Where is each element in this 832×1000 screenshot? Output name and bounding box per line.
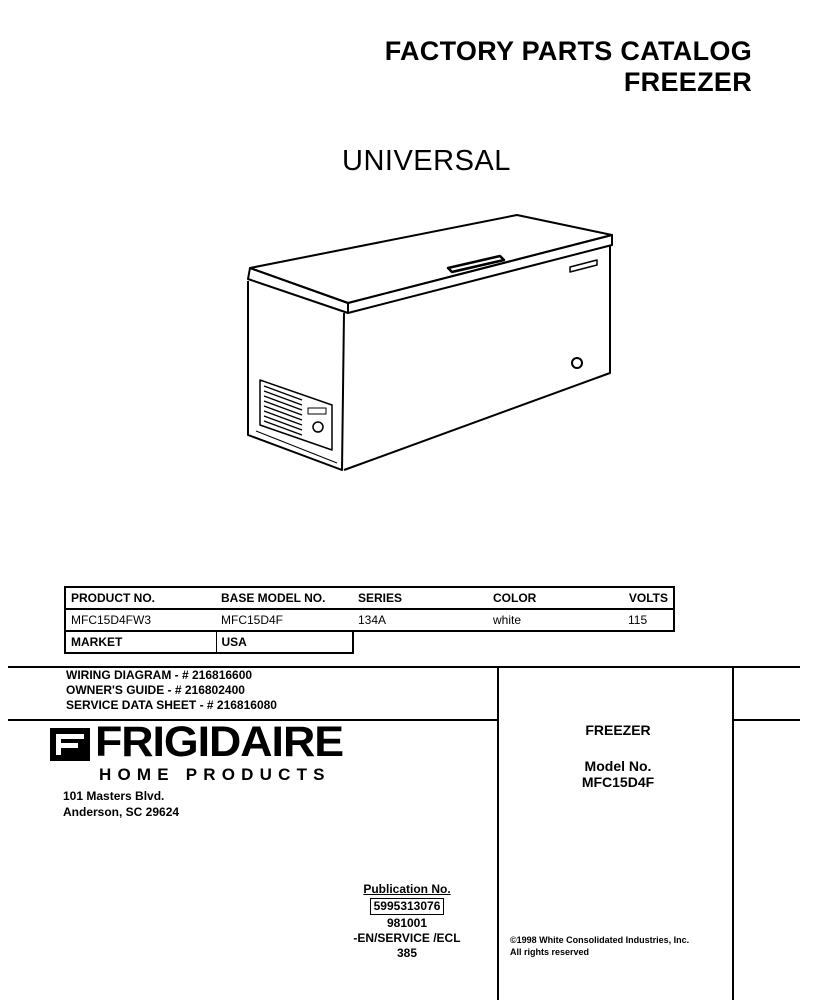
header-volts: VOLTS xyxy=(623,587,674,609)
brand-name: UNIVERSAL xyxy=(342,145,511,177)
panel-title: FREEZER xyxy=(585,722,651,738)
model-panel xyxy=(502,722,734,790)
product-table-value-row xyxy=(65,609,674,631)
copyright-line1: ©1998 White Consolidated Industries, Inc. xyxy=(510,935,690,945)
model-label: Model No. xyxy=(584,758,652,774)
market-label: MARKET xyxy=(65,631,216,653)
divider-vertical-right xyxy=(732,666,734,1000)
reference-numbers xyxy=(66,668,277,713)
service-data-sheet-ref: SERVICE DATA SHEET - # 216816080 xyxy=(66,698,277,712)
frigidaire-logo-mark-icon xyxy=(50,728,90,761)
publication-dept: -EN/SERVICE /ECL xyxy=(353,931,461,945)
frigidaire-logo-text: FRIGIDAIRE xyxy=(95,718,343,766)
header-color: COLOR xyxy=(488,587,623,609)
home-products-text: HOME PRODUCTS xyxy=(99,765,331,784)
address-line1: 101 Masters Blvd. xyxy=(63,789,165,803)
value-product-no: MFC15D4FW3 xyxy=(65,609,216,631)
publication-block xyxy=(342,882,472,961)
product-info-table xyxy=(64,586,675,654)
model-value: MFC15D4F xyxy=(581,774,655,790)
divider-vertical-left xyxy=(497,666,499,1000)
catalog-title-line2: FREEZER xyxy=(623,67,752,97)
value-volts: 115 xyxy=(623,609,674,631)
address-line2: Anderson, SC 29624 xyxy=(63,805,180,819)
value-series: 134A xyxy=(353,609,488,631)
market-value: USA xyxy=(216,631,353,653)
product-table-market-row xyxy=(65,631,674,653)
publication-number: 5995313076 xyxy=(370,898,445,915)
publication-date: 981001 xyxy=(386,916,428,930)
divider-middle-right xyxy=(733,719,800,721)
publication-label: Publication No. xyxy=(363,882,451,896)
header-base-model-no: BASE MODEL NO. xyxy=(216,587,353,609)
copyright-notice xyxy=(510,934,689,958)
value-color: white xyxy=(488,609,623,631)
chest-freezer-illustration xyxy=(232,205,632,480)
header-series: SERIES xyxy=(353,587,488,609)
wiring-diagram-ref: WIRING DIAGRAM - # 216816600 xyxy=(66,668,253,682)
copyright-line2: All rights reserved xyxy=(510,947,590,957)
company-address xyxy=(63,788,179,820)
publication-code: 385 xyxy=(396,946,418,960)
product-table-header-row xyxy=(65,587,674,609)
value-base-model-no: MFC15D4F xyxy=(216,609,353,631)
owners-guide-ref: OWNER'S GUIDE - # 216802400 xyxy=(66,683,245,697)
catalog-title xyxy=(385,36,752,98)
catalog-title-line1: FACTORY PARTS CATALOG xyxy=(384,36,752,66)
header-product-no: PRODUCT NO. xyxy=(65,587,216,609)
